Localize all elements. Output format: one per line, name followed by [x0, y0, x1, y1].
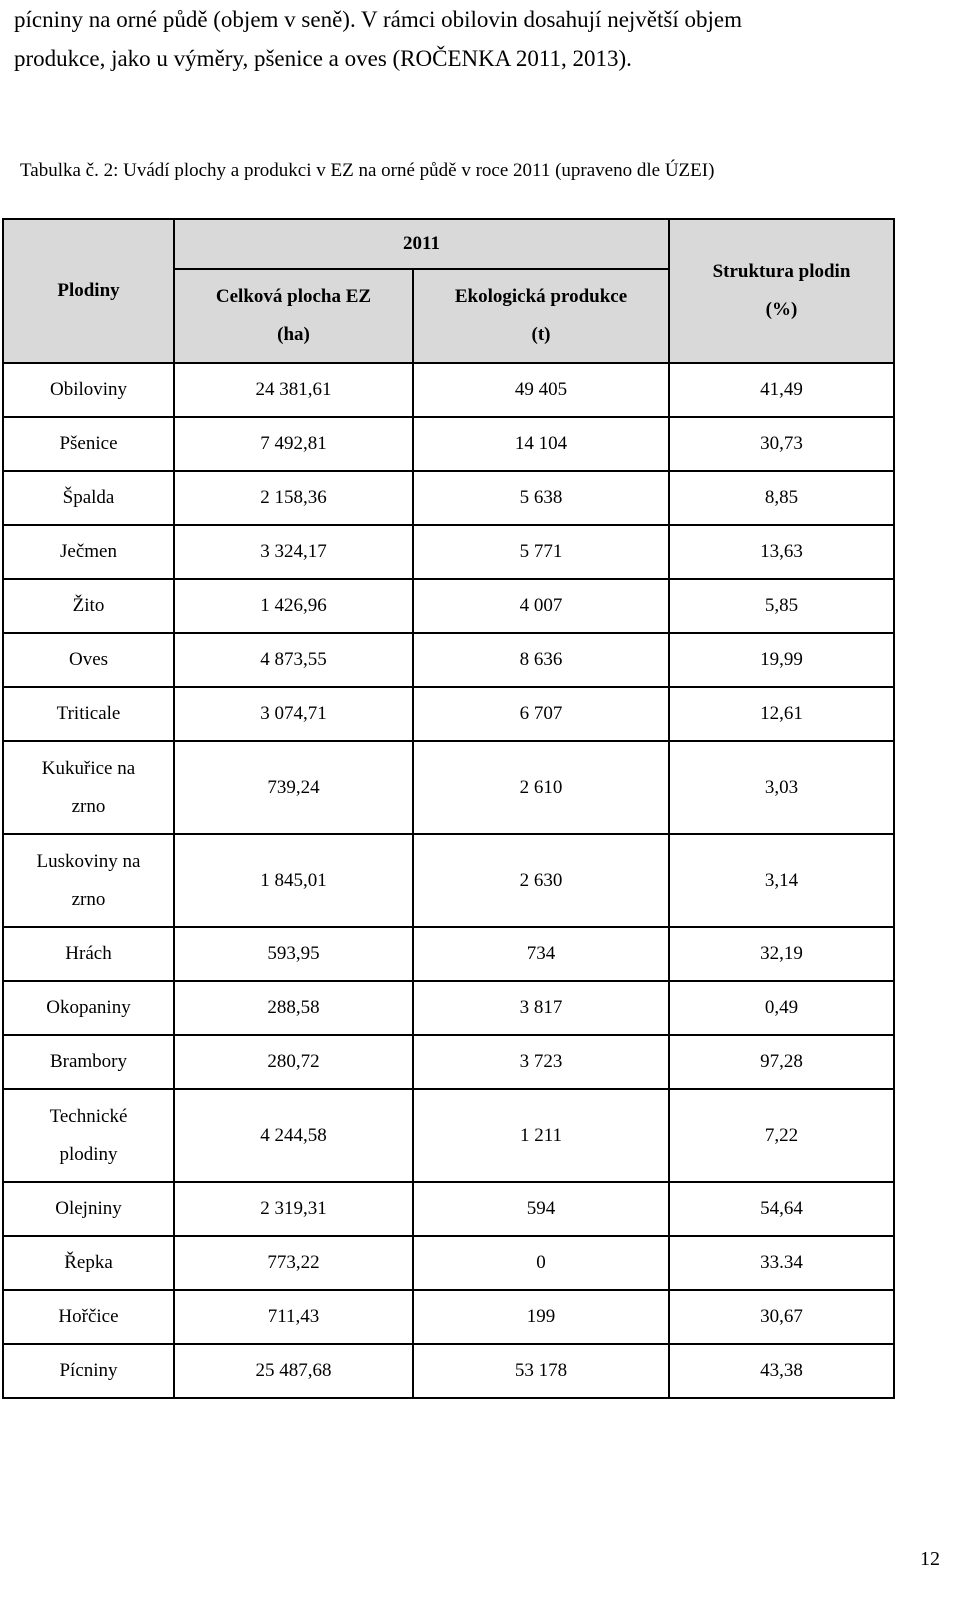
header-structure-line1: Struktura plodin [712, 261, 851, 282]
cell-crop: Hrách [3, 927, 174, 981]
cell-structure: 12,61 [669, 687, 894, 741]
cell-structure: 97,28 [669, 1035, 894, 1089]
table-row [3, 633, 894, 687]
cell-production: 53 178 [413, 1344, 669, 1398]
cell-crop-line1: Technické [49, 1105, 128, 1127]
cell-area: 1 426,96 [174, 579, 413, 633]
intro-paragraph [14, 0, 949, 78]
intro-line-2: produkce, jako u výměry, pšenice a oves (ROČENKA 2011, 2013). [14, 46, 632, 71]
cell-area: 24 381,61 [174, 363, 413, 417]
cell-crop [3, 741, 174, 834]
table-row [3, 363, 894, 417]
cell-structure: 43,38 [669, 1344, 894, 1398]
crop-table [2, 218, 895, 1399]
cell-crop-line1: Luskoviny na [36, 850, 141, 872]
cell-crop [3, 1089, 174, 1182]
table-row [3, 1089, 894, 1182]
cell-crop-line2: zrno [71, 888, 106, 910]
cell-crop: Obiloviny [3, 363, 174, 417]
cell-structure: 30,73 [669, 417, 894, 471]
cell-area: 4 244,58 [174, 1089, 413, 1182]
cell-area: 2 319,31 [174, 1182, 413, 1236]
cell-production: 3 817 [413, 981, 669, 1035]
cell-crop: Ječmen [3, 525, 174, 579]
header-production-line2: (t) [531, 324, 551, 345]
cell-structure: 5,85 [669, 579, 894, 633]
cell-production: 734 [413, 927, 669, 981]
header-production-line1: Ekologická produkce [454, 286, 628, 307]
table-row [3, 525, 894, 579]
cell-crop: Pícniny [3, 1344, 174, 1398]
table-caption: Tabulka č. 2: Uvádí plochy a produkci v EZ na orné půdě v roce 2011 (upraveno dle ÚZEI) [20, 160, 715, 181]
header-crops: Plodiny [3, 219, 174, 363]
cell-production: 4 007 [413, 579, 669, 633]
table-header [3, 219, 894, 363]
table-row [3, 1236, 894, 1290]
cell-crop: Triticale [3, 687, 174, 741]
cell-production: 14 104 [413, 417, 669, 471]
cell-structure: 3,14 [669, 834, 894, 927]
cell-structure: 41,49 [669, 363, 894, 417]
cell-area: 25 487,68 [174, 1344, 413, 1398]
table-row [3, 981, 894, 1035]
intro-line-1: pícniny na orné půdě (objem v seně). V rámci obilovin dosahují největší objem [14, 7, 742, 32]
cell-structure: 30,67 [669, 1290, 894, 1344]
table-row [3, 579, 894, 633]
header-year: 2011 [174, 219, 669, 269]
cell-crop [3, 834, 174, 927]
cell-crop-line2: zrno [71, 795, 106, 817]
cell-structure: 7,22 [669, 1089, 894, 1182]
cell-crop: Okopaniny [3, 981, 174, 1035]
table-row [3, 1290, 894, 1344]
cell-production: 594 [413, 1182, 669, 1236]
cell-crop: Pšenice [3, 417, 174, 471]
cell-crop: Olejniny [3, 1182, 174, 1236]
cell-area: 280,72 [174, 1035, 413, 1089]
table-body [3, 363, 894, 1398]
cell-area: 593,95 [174, 927, 413, 981]
header-structure-line2: (%) [765, 299, 798, 320]
header-area-line1: Celková plocha EZ [215, 286, 372, 307]
cell-production: 6 707 [413, 687, 669, 741]
cell-area: 3 324,17 [174, 525, 413, 579]
cell-crop: Žito [3, 579, 174, 633]
cell-production: 199 [413, 1290, 669, 1344]
header-production [413, 269, 669, 363]
cell-production: 5 638 [413, 471, 669, 525]
cell-structure: 19,99 [669, 633, 894, 687]
cell-crop: Špalda [3, 471, 174, 525]
cell-production: 1 211 [413, 1089, 669, 1182]
cell-area: 3 074,71 [174, 687, 413, 741]
cell-structure: 33.34 [669, 1236, 894, 1290]
table-row [3, 1035, 894, 1089]
table-row [3, 471, 894, 525]
cell-area: 7 492,81 [174, 417, 413, 471]
cell-production: 2 610 [413, 741, 669, 834]
cell-structure: 8,85 [669, 471, 894, 525]
page-number: 12 [920, 1548, 940, 1570]
table-row [3, 417, 894, 471]
cell-area: 4 873,55 [174, 633, 413, 687]
table-row [3, 741, 894, 834]
cell-area: 2 158,36 [174, 471, 413, 525]
cell-structure: 0,49 [669, 981, 894, 1035]
cell-production: 0 [413, 1236, 669, 1290]
cell-area: 711,43 [174, 1290, 413, 1344]
cell-crop: Řepka [3, 1236, 174, 1290]
table-row [3, 687, 894, 741]
cell-structure: 3,03 [669, 741, 894, 834]
cell-area: 773,22 [174, 1236, 413, 1290]
cell-structure: 32,19 [669, 927, 894, 981]
header-area [174, 269, 413, 363]
header-area-line2: (ha) [277, 324, 310, 345]
cell-area: 288,58 [174, 981, 413, 1035]
cell-crop: Brambory [3, 1035, 174, 1089]
cell-crop: Hořčice [3, 1290, 174, 1344]
cell-production: 5 771 [413, 525, 669, 579]
cell-structure: 54,64 [669, 1182, 894, 1236]
cell-production: 2 630 [413, 834, 669, 927]
cell-crop-line2: plodiny [59, 1143, 118, 1165]
table-row [3, 1182, 894, 1236]
cell-area: 739,24 [174, 741, 413, 834]
cell-production: 8 636 [413, 633, 669, 687]
table-row [3, 1344, 894, 1398]
cell-production: 49 405 [413, 363, 669, 417]
cell-crop-line1: Kukuřice na [41, 757, 136, 779]
table-row [3, 834, 894, 927]
table-row [3, 927, 894, 981]
cell-crop: Oves [3, 633, 174, 687]
cell-structure: 13,63 [669, 525, 894, 579]
header-structure [669, 219, 894, 363]
cell-area: 1 845,01 [174, 834, 413, 927]
cell-production: 3 723 [413, 1035, 669, 1089]
